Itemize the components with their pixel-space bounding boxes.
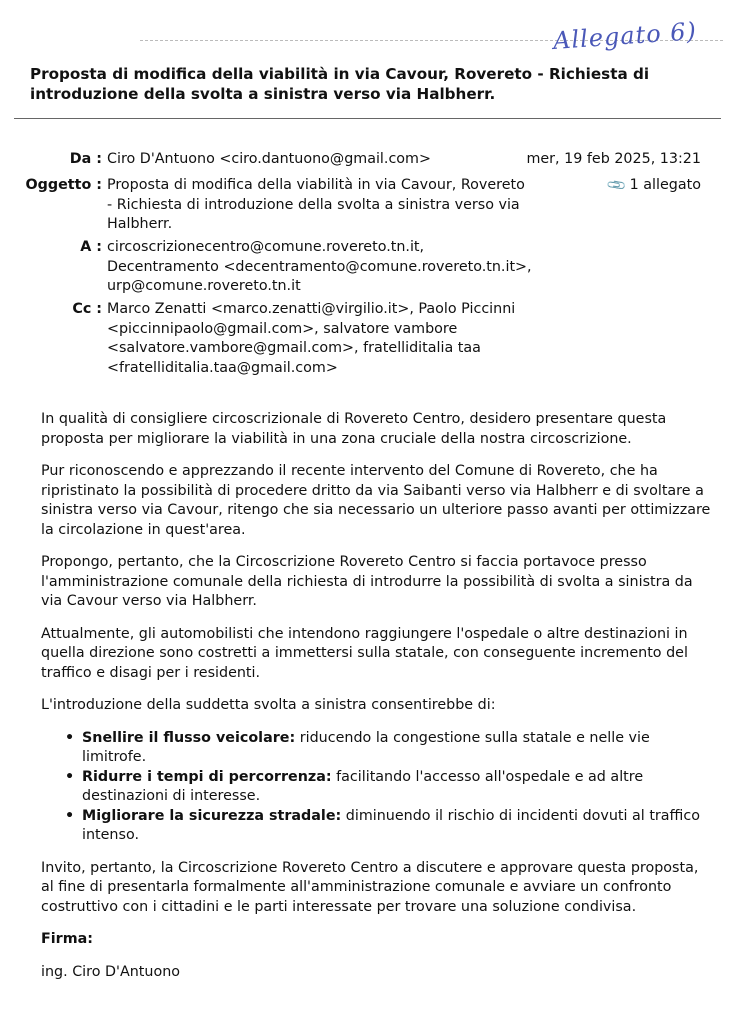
cc-label: Cc : — [72, 301, 102, 317]
email-date: mer, 19 feb 2025, 13:21 — [526, 151, 701, 167]
title-divider — [14, 118, 721, 119]
to-label: A : — [80, 239, 102, 255]
body-paragraph: In qualità di consigliere circoscrizionale di Rovereto Centro, desidero presentare questa proposta per migliorare la viabilità in una zona cruciale della nostra circoscrizione. — [41, 411, 667, 447]
cc-value[interactable]: Marco Zenatti <marco.zenatti@virgilio.it>, Paolo Piccinni <piccinnipaolo@gmail.com>, salvatore vambore <salvatore.vambore@gmail.com>, fratelliditalia taa <fratelliditalia.taa@gmail.com> — [107, 301, 516, 376]
body-paragraph: L'introduzione della suddetta svolta a sinistra consentirebbe di: — [41, 697, 496, 713]
list-item — [82, 807, 713, 846]
signature-name: ing. Ciro D'Antuono — [41, 963, 181, 980]
to-value[interactable]: circoscrizionecentro@comune.rovereto.tn.it, Decentramento <decentramento@comune.rovereto.tn.it>, urp@comune.rovereto.tn.it — [107, 239, 532, 294]
list-item-title: Migliorare la sicurezza stradale: — [82, 807, 342, 824]
page-title: Proposta di modifica della viabilità in via Cavour, Rovereto - Richiesta di introduzione della svolta a sinistra verso via Halbherr. — [30, 65, 650, 103]
list-item-title: Snellire il flusso veicolare: — [82, 729, 296, 746]
benefits-list — [41, 729, 713, 846]
subject-label: Oggetto : — [25, 177, 102, 193]
email-body — [41, 410, 713, 995]
list-item-title: Ridurre i tempi di percorrenza: — [82, 768, 332, 785]
body-paragraph: Propongo, pertanto, che la Circoscrizione Rovereto Centro si faccia portavoce presso l'amministrazione comunale della richiesta di introdurre la possibilità di svolta a sinistra da via Cavour verso via Halbherr. — [41, 554, 693, 609]
signature-label: Firma: — [41, 931, 93, 947]
paperclip-icon: 📎 — [606, 174, 629, 197]
from-label: Da : — [69, 151, 102, 167]
body-paragraph: Attualmente, gli automobilisti che intendono raggiungere l'ospedale o altre destinazioni in quella direzione sono costretti a immettersi sulla statale, con conseguente incremento del traffico e disagi per i residenti. — [41, 625, 688, 681]
list-item-text: riducendo la congestione sulla statale e nelle vie limitrofe. — [82, 729, 650, 765]
list-item-text: diminuendo il rischio di incidenti dovuti al traffico intenso. — [82, 807, 700, 843]
body-paragraph: Pur riconoscendo e apprezzando il recente intervento del Comune di Rovereto, che ha ripristinato la possibilità di procedere dritto da via Saibanti verso via Halbherr e di svoltare a sinistra verso via Cavour, ritengo che sia necessario un ulteriore passo avanti per ottimizzare la circolazione in quest'area. — [41, 463, 711, 538]
body-paragraph: Invito, pertanto, la Circoscrizione Rovereto Centro a discutere e approvare questa proposta, al fine di presentarla formalmente all'amministrazione comunale e avviare un confronto costruttivo con i cittadini e le parti interessate per trovare una soluzione condivisa. — [41, 859, 699, 915]
list-item-text: facilitando l'accesso all'ospedale e ad altre destinazioni di interesse. — [82, 768, 644, 804]
list-item — [82, 729, 713, 768]
list-item — [82, 768, 713, 807]
subject-value: Proposta di modifica della viabilità in via Cavour, Rovereto - Richiesta di introduzione della svolta a sinistra verso via Halbherr. — [107, 177, 525, 232]
attachment-indicator[interactable] — [606, 174, 701, 197]
attachment-count: 1 allegato — [629, 177, 701, 193]
from-value[interactable]: Ciro D'Antuono <ciro.dantuono@gmail.com> — [107, 151, 431, 167]
handwritten-annotation: Allegato 6) — [552, 17, 698, 55]
